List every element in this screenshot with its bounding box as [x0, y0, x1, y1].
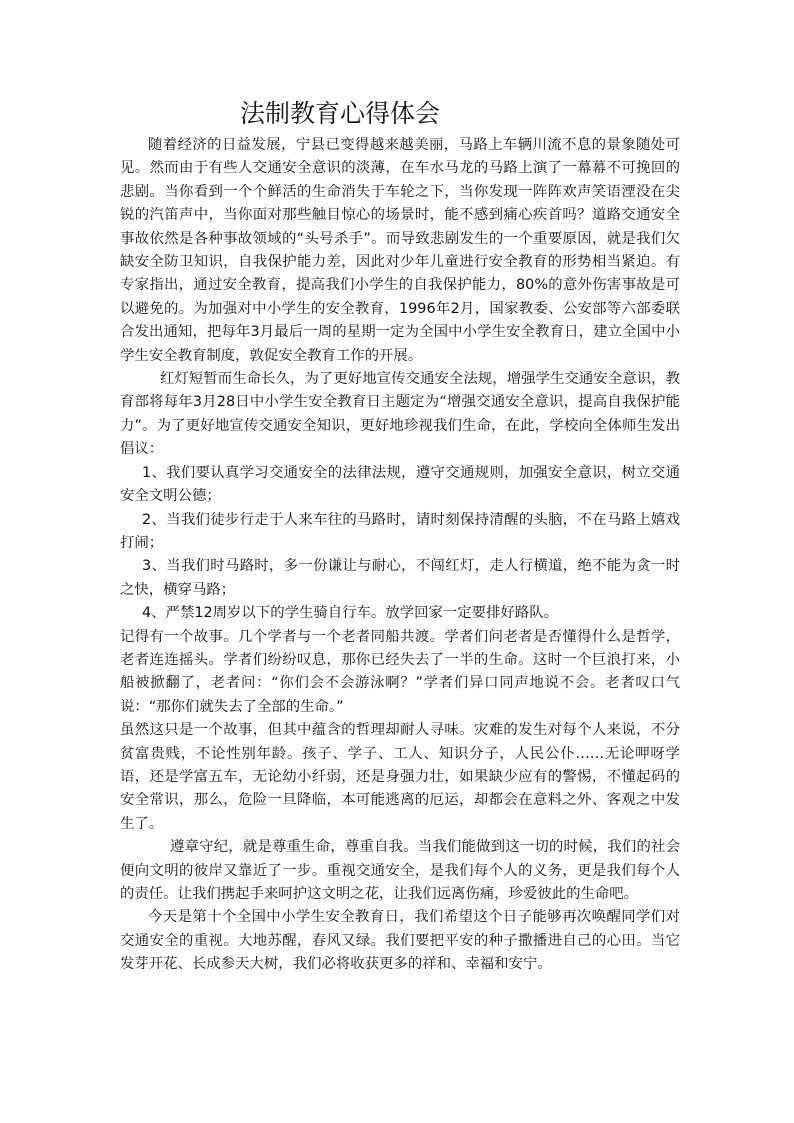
document-title: 法制教育心得体会 — [240, 99, 441, 128]
paragraph-respect-life: 遵章守纪，就是尊重生命，尊重自我。当我们能做到这一切的时候，我们的社会便向文明的彼岸又靠近了一步。重视交通安全，是我们每个人的义务，更是我们每个人的责任。让我们携起手来呵护这文明之花，让我们远离伤痛，珍爱彼此的生命吧。 — [120, 839, 680, 902]
paragraph-intro: 随着经济的日益发展，宁县已变得越来越美丽，马路上车辆川流不息的景象随处可见。然而由于有些人交通安全意识的淡薄，在车水马龙的马路上演了一幕幕不可挽回的悲剧。当你看到一个个鲜活的生命消失于车轮之下，当你发现一阵阵欢声笑语湮没在尖锐的汽笛声中，当你面对那些触目惊心的场景时，能不感到痛心疾首吗？道路交通安全事故依然是各种事故领域的“头号杀手”。而导致悲剧发生的一个重要原因，就是我们欠缺安全防卫知识，自我保护能力差，因此对少年儿童进行安全教育的形势相当紧迫。有专家指出，通过安全教育，提高我们小学生的自我保护能力，80%的意外伤害事故是可以避免的。为加强对中小学生的安全教育，1996年2月，国家教委、公安部等六部委联合发出通知，把每年3月最后一周的星期一定为全国中小学生安全教育日，建立全国中小学生安全教育制度，敦促安全教育工作的开展。 — [120, 137, 680, 364]
paragraph-item-1: 1、我们要认真学习交通安全的法律法规，遵守交通规则，加强安全意识，树立交通安全文明公德； — [120, 464, 680, 505]
paragraph-reflection: 虽然这只是一个故事，但其中蕴含的哲理却耐人寻味。灾难的发生对每个人来说，不分贫富贵贱，不论性别年龄。孩子、学子、工人、知识分子，人民公仆……无论呷呀学语，还是学富五车，无论幼小纤弱，还是身强力壮，如果缺少应有的警惕，不懂起码的安全常识，那么，危险一旦降临，本可能逃离的厄运，却都会在意料之外、客观之中发生了。 — [120, 722, 680, 832]
paragraph-story: 记得有一个故事。几个学者与一个老者同船共渡。学者们问老者是否懂得什么是哲学，老者连连摇头。学者们纷纷叹息，那你已经失去了一半的生命。这时一个巨浪打来，小船被掀翻了，老者问：“你们会不会游泳啊？”学者们异口同声地说不会。老者叹口气说：“那你们就失去了全部的生命。” — [120, 628, 680, 715]
document-page — [120, 96, 680, 977]
paragraph-conclusion: 今天是第十个全国中小学生安全教育日，我们希望这个日子能够再次唤醒同学们对交通安全的重视。大地苏醒，春风又绿。我们要把平安的种子撒播进自己的心田。当它发芽开花、长成参天大树，我们必将收获更多的祥和、幸福和安宁。 — [120, 909, 680, 973]
paragraph-initiative: 红灯短暂而生命长久，为了更好地宣传交通安全法规，增强学生交通安全意识，教育部将每年3月28日中小学生安全教育日主题定为“增强交通安全意识，提高自我保护能力”。为了更好地宣传交通安全知识，更好地珍视我们生命，在此，学校向全体师生发出倡议： — [120, 371, 680, 458]
paragraph-item-3: 3、当我们时马路时，多一份谦让与耐心，不闯红灯，走人行横道，绝不能为贪一时之快，横穿马路； — [120, 558, 680, 598]
paragraph-item-2: 2、当我们徒步行走于人来车往的马路时，请时刻保持清醒的头脑，不在马路上嬉戏打闹； — [120, 511, 680, 551]
paragraph-item-4: 4、严禁12周岁以下的学生骑自行车。放学回家一定要排好路队。 — [142, 605, 559, 622]
